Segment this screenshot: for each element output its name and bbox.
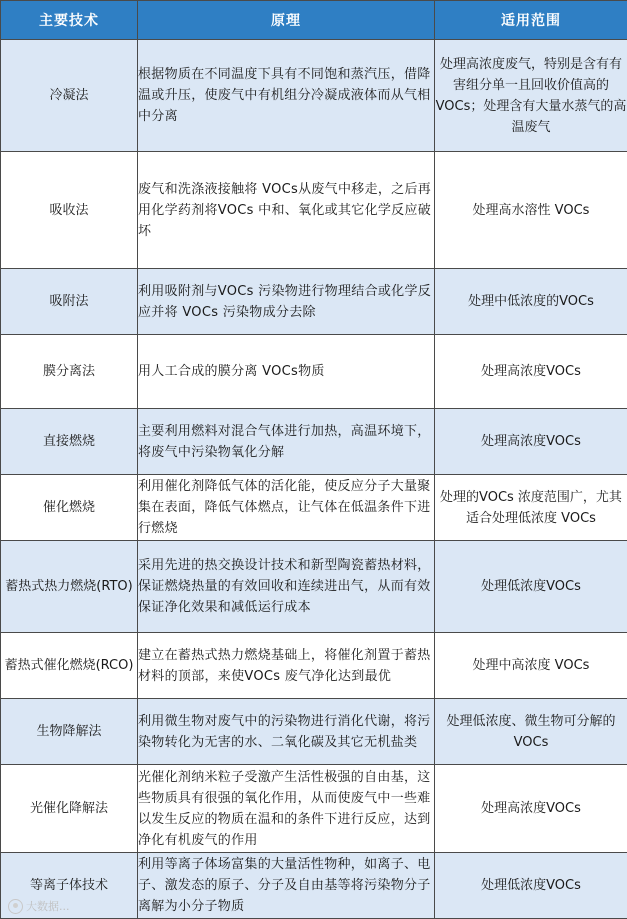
tech-cell: 蓄热式热力燃烧(RTO) [1, 541, 138, 633]
scope-cell: 处理的VOCs 浓度范围广，尤其适合处理低浓度 VOCs [435, 475, 627, 541]
watermark [8, 898, 70, 914]
scope-cell: 处理中低浓度的VOCs [435, 269, 627, 335]
tech-cell: 吸收法 [1, 152, 138, 269]
table-row [1, 853, 627, 919]
table-row [1, 633, 627, 699]
tech-cell: 膜分离法 [1, 335, 138, 409]
watermark-text: 大数据... [26, 898, 70, 914]
principle-cell: 采用先进的热交换设计技术和新型陶瓷蓄热材料，保证燃烧热量的有效回收和连续进出气，从而有效保证净化效果和减低运行成本 [138, 541, 435, 633]
tech-cell: 冷凝法 [1, 40, 138, 152]
scope-cell: 处理高浓度VOCs [435, 335, 627, 409]
table-row [1, 541, 627, 633]
table-row [1, 269, 627, 335]
principle-cell: 利用等离子体场富集的大量活性物种，如离子、电子、激发态的原子、分子及自由基等将污染物分子离解为小分子物质 [138, 853, 435, 919]
tech-cell: 蓄热式催化燃烧(RCO) [1, 633, 138, 699]
principle-cell: 用人工合成的膜分离 VOCs物质 [138, 335, 435, 409]
watermark-logo-icon [8, 899, 23, 914]
table-row [1, 475, 627, 541]
principle-cell: 光催化剂纳米粒子受激产生活性极强的自由基，这些物质具有很强的氧化作用，从而使废气中一些难以发生反应的物质在温和的条件下进行反应，达到净化有机废气的作用 [138, 765, 435, 853]
scope-cell: 处理低浓度VOCs [435, 541, 627, 633]
tech-cell: 催化燃烧 [1, 475, 138, 541]
principle-cell: 利用催化剂降低气体的活化能，使反应分子大量聚集在表面，降低气体燃点，让气体在低温条件下进行燃烧 [138, 475, 435, 541]
principle-cell: 利用吸附剂与VOCs 污染物进行物理结合或化学反应并将 VOCs 污染物成分去除 [138, 269, 435, 335]
scope-cell: 处理高浓度VOCs [435, 765, 627, 853]
tech-cell: 光催化降解法 [1, 765, 138, 853]
tech-cell: 直接燃烧 [1, 409, 138, 475]
scope-cell: 处理中高浓度 VOCs [435, 633, 627, 699]
header-tech: 主要技术 [1, 1, 138, 40]
table-row [1, 699, 627, 765]
scope-cell: 处理高浓度废气，特别是含有有害组分单一且回收价值高的VOCs；处理含有大量水蒸气的高温废气 [435, 40, 627, 152]
table-row [1, 335, 627, 409]
tech-cell: 生物降解法 [1, 699, 138, 765]
scope-cell: 处理低浓度VOCs [435, 853, 627, 919]
table-row [1, 409, 627, 475]
principle-cell: 根据物质在不同温度下具有不同饱和蒸汽压，借降温或升压，使废气中有机组分冷凝成液体而从气相中分离 [138, 40, 435, 152]
table-row [1, 765, 627, 853]
principle-cell: 利用微生物对废气中的污染物进行消化代谢，将污染物转化为无害的水、二氧化碳及其它无机盐类 [138, 699, 435, 765]
principle-cell: 主要利用燃料对混合气体进行加热，高温环境下，将废气中污染物氧化分解 [138, 409, 435, 475]
scope-cell: 处理高水溶性 VOCs [435, 152, 627, 269]
scope-cell: 处理低浓度、微生物可分解的VOCs [435, 699, 627, 765]
scope-cell: 处理高浓度VOCs [435, 409, 627, 475]
principle-cell: 废气和洗涤液接触将 VOCs从废气中移走，之后再用化学药剂将VOCs 中和、氧化或其它化学反应破坏 [138, 152, 435, 269]
principle-cell: 建立在蓄热式热力燃烧基础上，将催化剂置于蓄热材料的顶部，来使VOCs 废气净化达到最优 [138, 633, 435, 699]
table-row [1, 40, 627, 152]
header-scope: 适用范围 [435, 1, 627, 40]
table-header-row [1, 1, 627, 40]
tech-cell: 吸附法 [1, 269, 138, 335]
header-principle: 原理 [138, 1, 435, 40]
tech-cell: 等离子体技术 [1, 853, 138, 919]
table-row [1, 152, 627, 269]
